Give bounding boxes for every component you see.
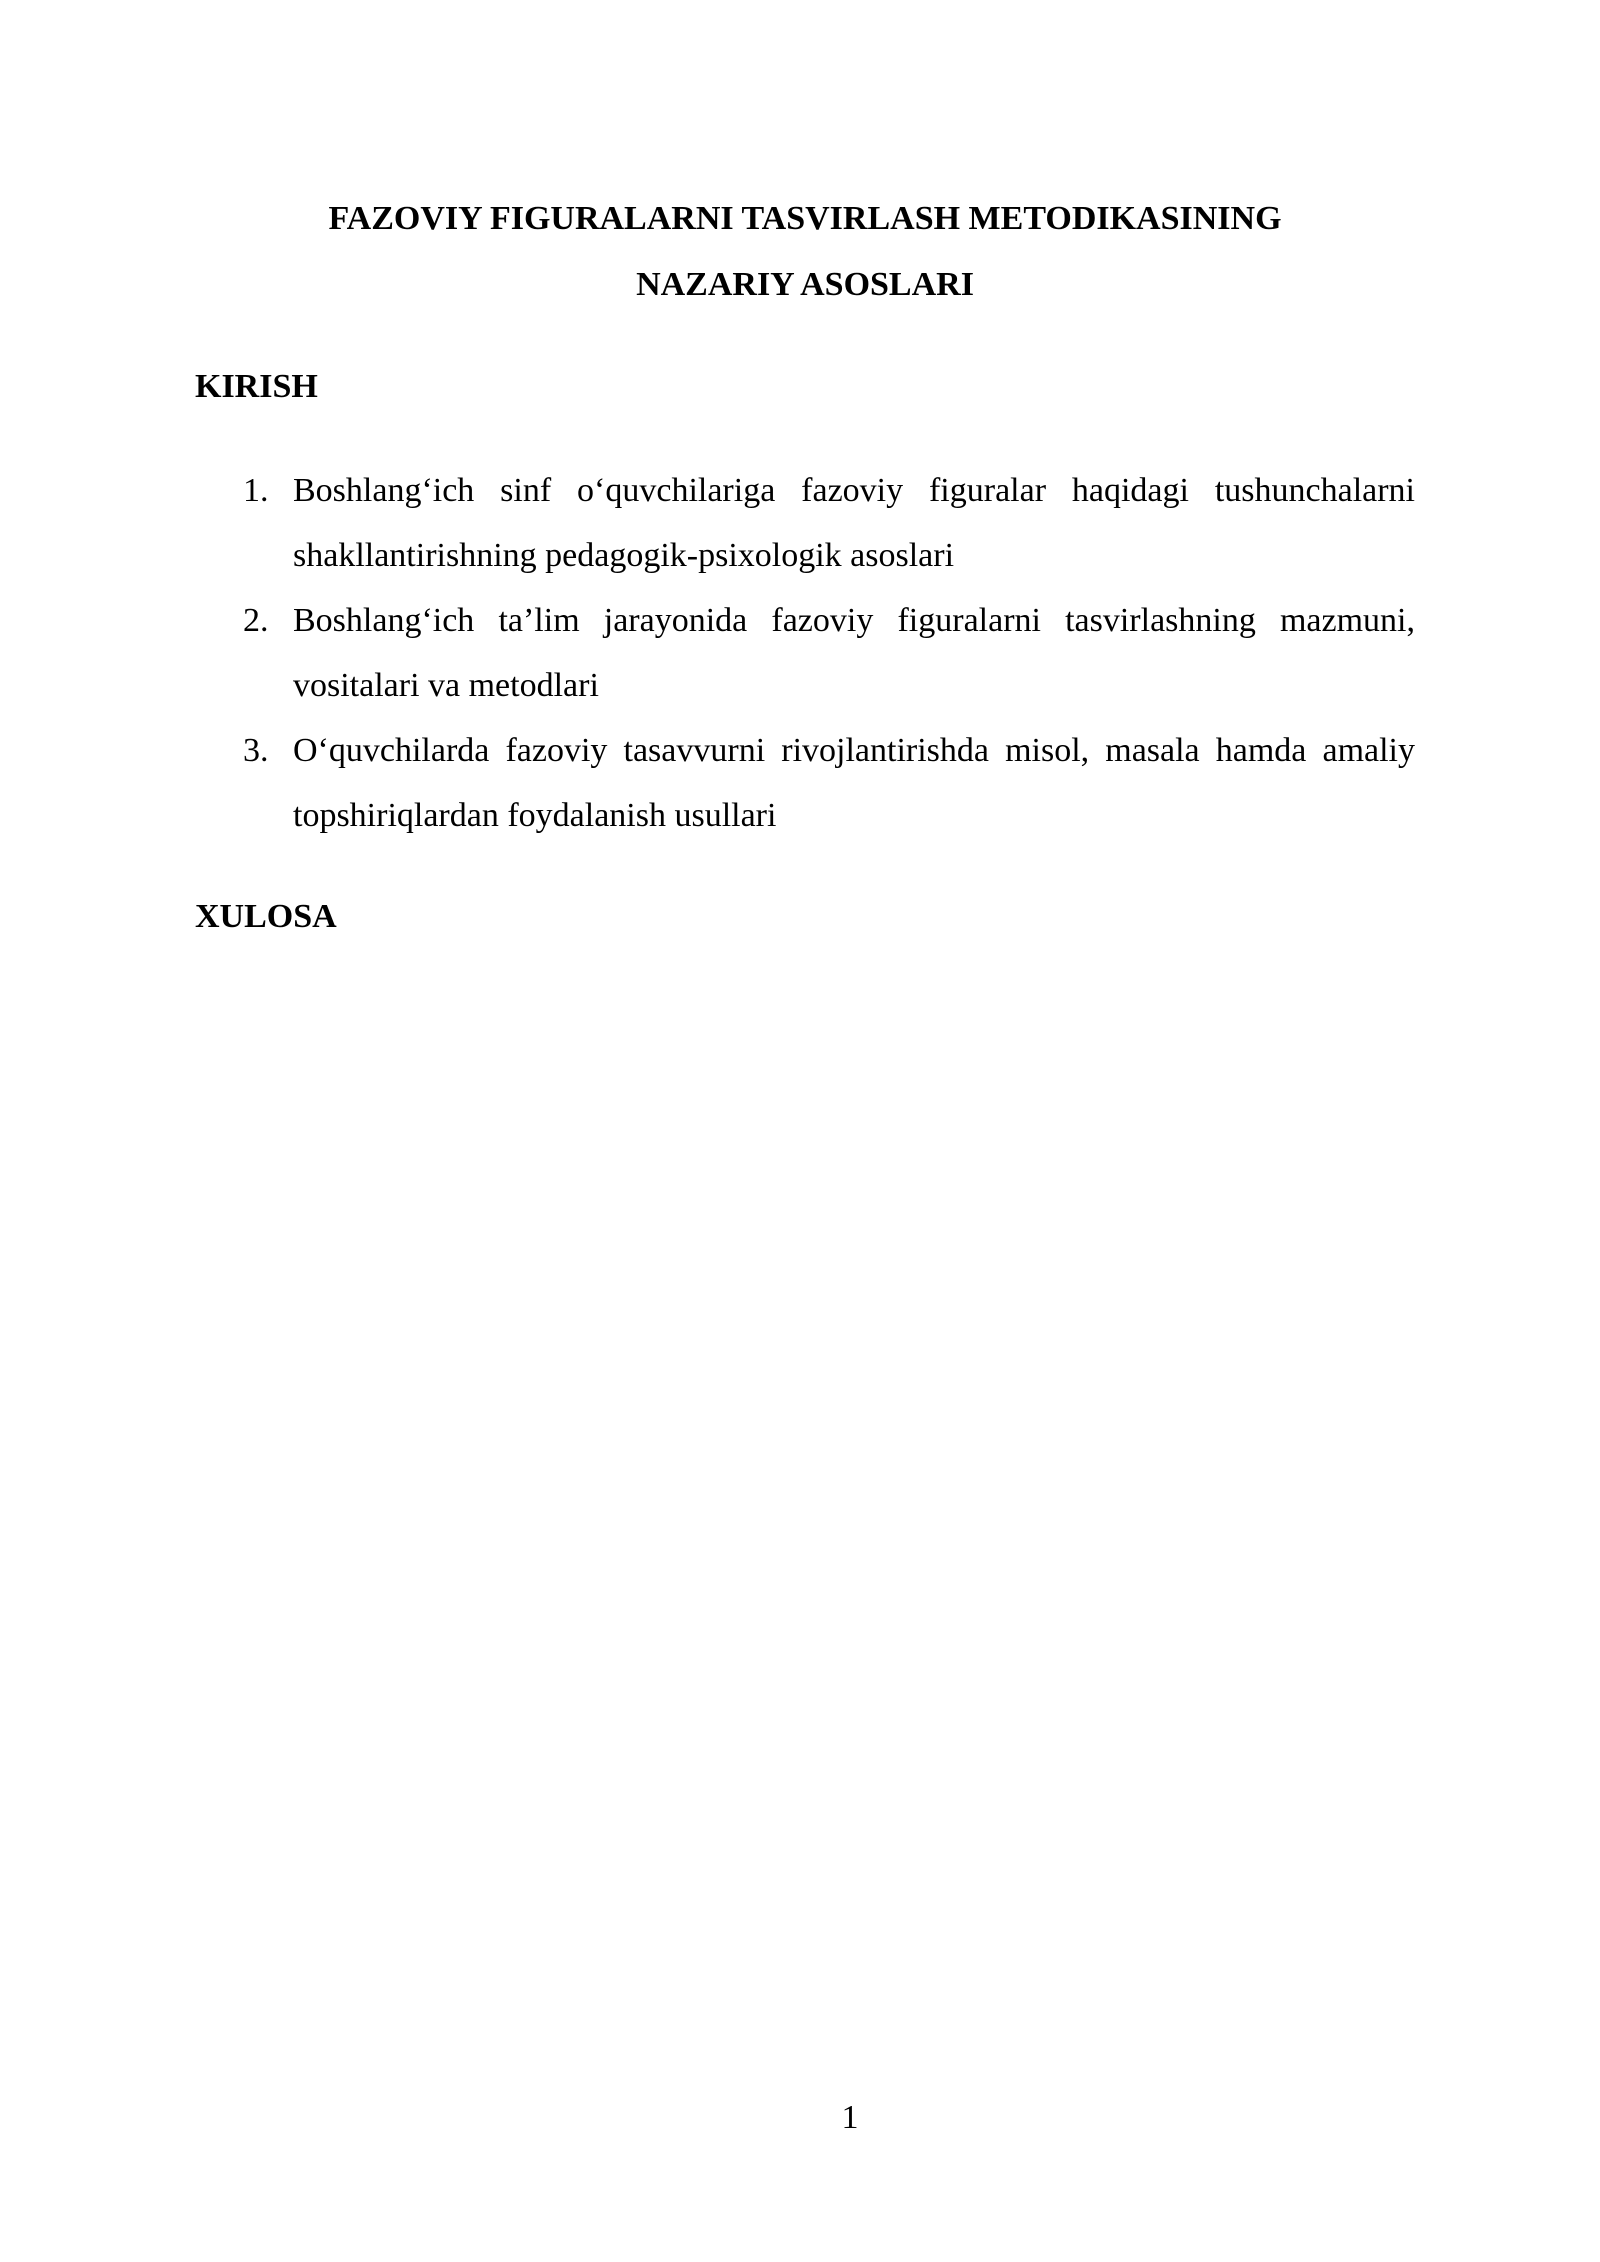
toc-item-2 xyxy=(195,588,1415,718)
toc-item-number: 2. xyxy=(243,602,269,639)
intro-heading: KIRISH xyxy=(195,368,318,405)
table-of-contents xyxy=(195,458,1415,848)
toc-item-1 xyxy=(195,458,1415,588)
title-line-2: NAZARIY ASOSLARI xyxy=(636,266,974,303)
toc-item-text: O‘quvchilarda fazoviy tasavvurni rivojlantirishda misol, masala hamda amaliy topshiriqlardan foydalanish usullari xyxy=(293,732,1415,834)
document-title xyxy=(195,186,1415,318)
page-number: 1 xyxy=(841,2099,859,2136)
toc-item-text: Boshlang‘ich sinf o‘quvchilariga fazoviy figuralar haqidagi tushunchalarni shakllantirishning pedagogik-psixologik asoslari xyxy=(293,472,1415,574)
toc-item-number: 3. xyxy=(243,732,269,769)
toc-item-3 xyxy=(195,718,1415,848)
toc-item-number: 1. xyxy=(243,472,269,509)
toc-item-text: Boshlang‘ich ta’lim jarayonida fazoviy figuralarni tasvirlashning mazmuni, vositalari va metodlari xyxy=(293,602,1415,704)
conclusion-heading: XULOSA xyxy=(195,898,337,935)
title-line-1: FAZOVIY FIGURALARNI TASVIRLASH METODIKASINING xyxy=(328,200,1282,237)
